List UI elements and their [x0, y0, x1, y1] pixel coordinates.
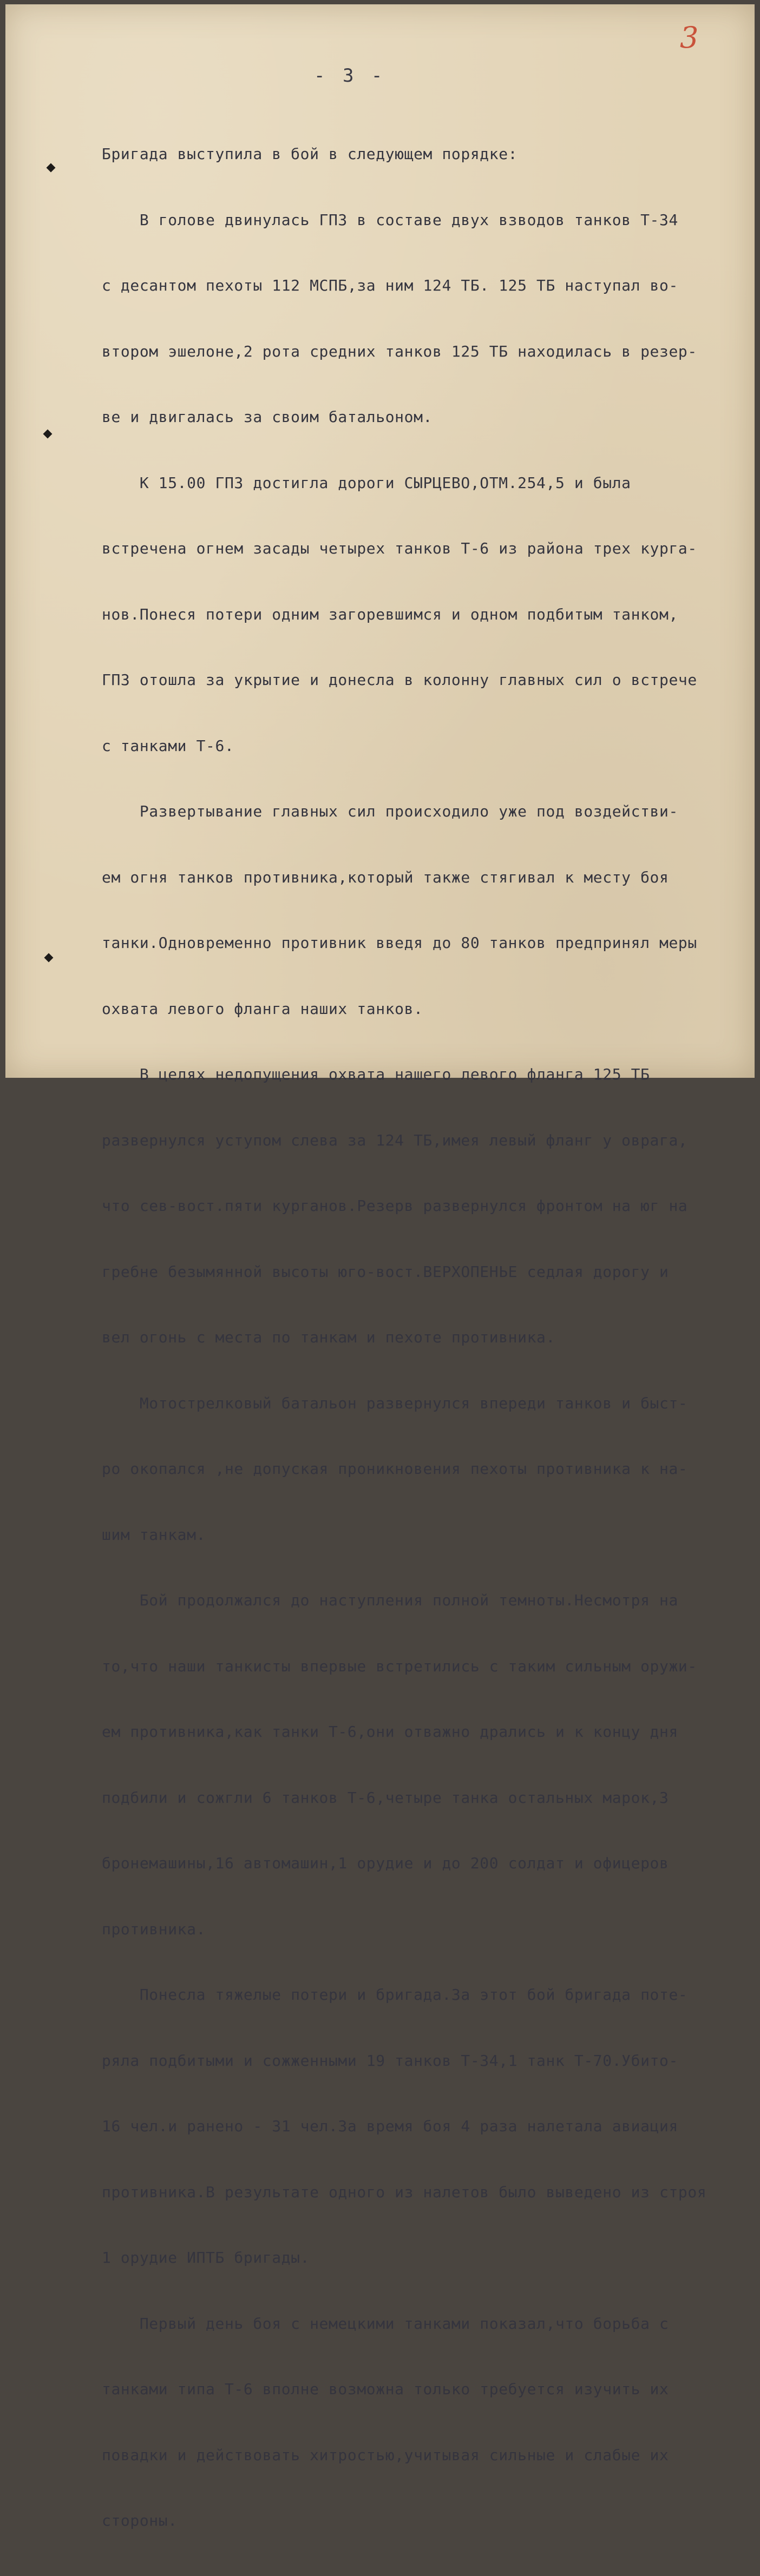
- text-line: что сев-вост.пяти курганов.Резерв развернулся фронтом на юг на: [102, 1197, 688, 1215]
- text-line: ро окопался ,не допуская проникновения пехоты противника к на-: [102, 1460, 688, 1478]
- text-line: шим танкам.: [102, 1525, 206, 1544]
- text-line: В голове двинулась ГПЗ в составе двух взводов танков Т-34: [102, 210, 678, 229]
- text-line: 1 орудие ИПТБ бригады.: [102, 2249, 310, 2267]
- text-line: повадки и действовать хитростью,учитывая сильные и слабые их: [102, 2446, 669, 2464]
- text-line: ве и двигалась за своим батальоном.: [102, 408, 433, 426]
- text-line: стороны.: [102, 2512, 178, 2529]
- text-line: Мотострелковый батальон развернулся впереди танков и быст-: [102, 1394, 688, 1412]
- text-line: противника.: [102, 1920, 206, 1938]
- text-line: с десантом пехоты 112 МСПБ,за ним 124 ТБ. 125 ТБ наступал во-: [102, 276, 678, 294]
- folio-number: 3: [680, 21, 699, 55]
- text-line: противника.В результате одного из налетов было выведено из строя: [102, 2183, 707, 2201]
- text-line: В целях недопущения охвата нашего левого фланга 125 ТБ: [102, 1065, 650, 1083]
- body-text: [102, 100, 751, 2576]
- text-line: Развертывание главных сил происходило уже под воздействи-: [102, 802, 678, 820]
- text-line: Бой продолжался до наступления полной темноты.Несмотря на: [102, 1591, 678, 1609]
- text-line: танки.Одновременно противник введя до 80 танков предпринял меры: [102, 934, 697, 952]
- text-line: танками типа Т-6 вполне возможна только требуется изучить их: [102, 2380, 669, 2398]
- text-line: Бригада выступила в бой в следующем порядке:: [102, 145, 518, 163]
- binding-hole-mark: [47, 163, 56, 173]
- text-line: охвата левого фланга наших танков.: [102, 999, 423, 1018]
- text-line: встречена огнем засады четырех танков Т-6 из района трех курга-: [102, 539, 697, 557]
- text-line: то,что наши танкисты впервые встретились с таким сильным оружи-: [102, 1657, 697, 1675]
- text-line: Понесла тяжелые потери и бригада.За этот бой бригада поте-: [102, 1986, 688, 2004]
- binding-hole-mark: [44, 953, 54, 963]
- text-line: бронемашины,16 автомашин,1 орудие и до 200 солдат и офицеров: [102, 1854, 669, 1872]
- text-line: с танками Т-6.: [102, 736, 234, 755]
- text-line: подбили и сожгли 6 танков Т-6,четыре танка остальных марок,3: [102, 1788, 669, 1807]
- page-number: - 3 -: [314, 65, 386, 87]
- text-line: ряла подбитыми и сожженными 19 танков Т-34,1 танк Т-70.Убито-: [102, 2051, 678, 2070]
- binding-hole-mark: [43, 430, 53, 439]
- text-line: ем огня танков противника,который также стягивал к месту боя: [102, 868, 669, 886]
- text-line: нов.Понеся потери одним загоревшимся и одном подбитым танком,: [102, 605, 678, 623]
- text-line: 16 чел.и ранено - 31 чел.За время боя 4 раза налетала авиация: [102, 2117, 678, 2135]
- text-line: развернулся уступом слева за 124 ТБ,имея левый фланг у оврага,: [102, 1131, 688, 1149]
- text-line: Первый день боя с немецкими танками показал,что борьба с: [102, 2314, 669, 2333]
- text-line: гребне безымянной высоты юго-вост.ВЕРХОПЕНЬЕ седлая дорогу и: [102, 1262, 669, 1281]
- text-line: К 15.00 ГПЗ достигла дороги СЫРЦЕВО,ОТМ.254,5 и была: [102, 473, 631, 492]
- text-line: ем противника,как танки Т-6,они отважно дрались и к концу дня: [102, 1723, 678, 1741]
- text-line: втором эшелоне,2 рота средних танков 125 ТБ находилась в резер-: [102, 342, 697, 360]
- text-line: ГПЗ отошла за укрытие и донесла в колонну главных сил о встрече: [102, 671, 697, 689]
- document-page: [5, 4, 755, 2529]
- text-line: вел огонь с места по танкам и пехоте противника.: [102, 1328, 555, 1346]
